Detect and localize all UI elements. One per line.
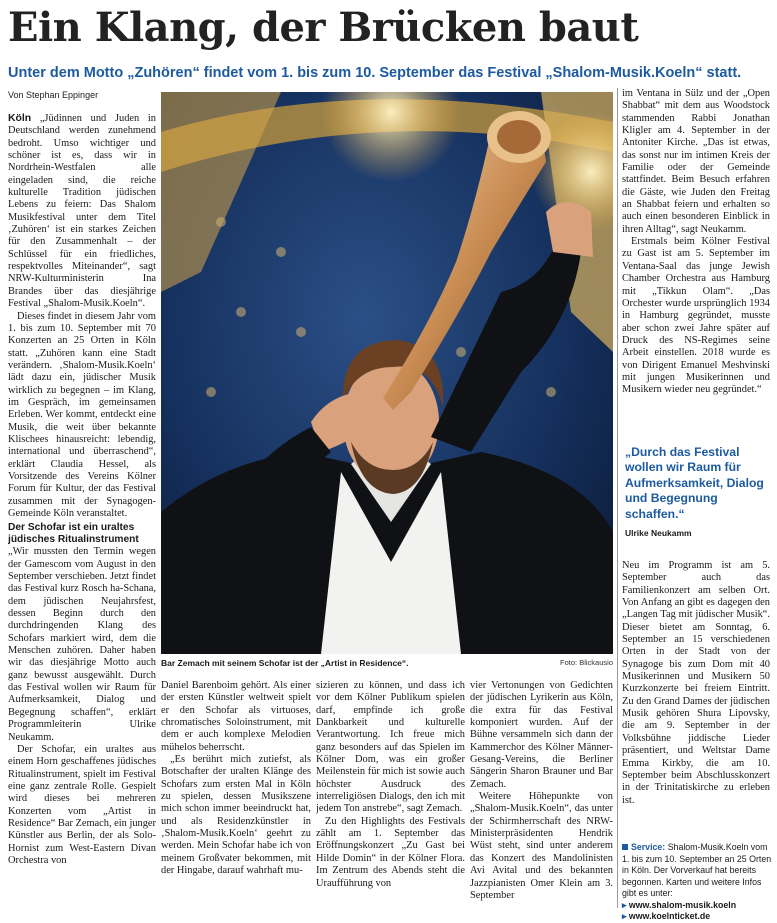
photo-caption bbox=[161, 657, 613, 669]
paragraph: Zu den Highlights des Festivals zählt am 1. September das Eröffnungskonzert „Zu Gast bei Hilde Domin“ in der Kölner Flora. Im Zentrum des Abends steht die Uraufführung von bbox=[316, 815, 465, 889]
arrow-icon: ▸ bbox=[622, 899, 627, 910]
article-column-1 bbox=[8, 113, 156, 908]
arrow-icon: ▸ bbox=[622, 911, 627, 921]
dateline: Köln bbox=[8, 113, 32, 124]
paragraph: Daniel Barenboim gehört. Als einer der ersten Künstler weltweit spielt er den Schofar als virtuoses, chromatisches Soloinstrument, mit dem er auch komplexe Melodien mühelos beherrscht. bbox=[161, 680, 311, 753]
paragraph: „Wir mussten den Termin wegen der Gamescom vom August in den September verschieben. Jetzt findet das Festival kurz Rosch ha-Schana, dem jüdischen Neujahrsfest, dessen Beginn durch den durchdringenden Klang des Schofars markiert wird, dem die Menschen zuhören. Daher haben wir das diesjährige Motto auch ganz bewusst ausgewählt. Durch das Festival wollen wir Raum für Aufmerksamkeit, Dialog und Begegnung schaffen“, erklärt Programmleiterin Ulrike Neukamm. bbox=[8, 546, 156, 743]
service-link-1[interactable]: www.shalom-musik.koeln bbox=[628, 899, 737, 910]
square-bullet-icon bbox=[622, 844, 628, 850]
article-column-3 bbox=[316, 680, 465, 908]
paragraph bbox=[8, 113, 156, 311]
paragraph: Dieses findet in diesem Jahr vom 1. bis zum 10. September mit 70 Konzerten an 25 Orten in Köln statt. „Zuhören kann eine Stadt verändern. ‚Shalom-Musik.Koeln‘ lädt dazu ein, jüdischer Musik wirklich zu begegnen – im Klang, im Gespräch, im gemeinsamen Erleben. Wer kommt, entdeckt eine Musik, die weit über bekannte Klischees hinausreicht: lebendig, international und überraschend“, erklärt Claudia Hessel, als Vorsitzende des Vereins Kölner Forum für Kultur, der das Festival zusammen mit der Synagogen-Gemeinde Köln veranstaltet. bbox=[8, 310, 156, 519]
article-column-4 bbox=[470, 680, 613, 908]
subline: Unter dem Motto „Zuhören“ findet vom 1. bis zum 10. September das Festival „Shalom-Musik.Koeln“ statt. bbox=[8, 65, 742, 81]
paragraph: Der Schofar, ein uraltes aus einem Horn geschaffenes jüdisches Ritualinstrument, spielt im Festival eine ganz zentrale Rolle. Gespielt wird dieses bei mehreren Konzerten vom „Artist in Residence“ Bar Zemach, ein junger Künstler aus Berlin, der als Solo-Hornist zum West-Eastern Divan Orchestra von bbox=[8, 743, 156, 866]
paragraph: Neu im Programm ist am 5. September auch das Familienkonzert am selben Ort. Von Anfang an gibt es dagegen den „Langen Tag mit jüdischer Musik“. Dieser bietet am Sonntag, 6. September an 15 verschiedenen Orten in der Stadt von der Synagoge bis zum Dom mit 40 Musikerinnen und Musikern 50 Kurzkonzerte bei freiem Eintritt. Zu den Grand Dames der jüdischen Musik gehören Shura Lipovsky, die am 9. September in der Volksbühne jiddische Lieder präsentiert, und Weltstar Dame Emma Kirkby, die am 10. September beim Abschlusskonzert in der Trinitatiskirche zu erleben ist. bbox=[622, 560, 770, 806]
paragraph-text: „Jüdinnen und Juden in Deutschland werden zunehmend bedroht. Umso wichtiger und schöner ist es, dass wir in Nordrhein-Westfalen alle eingeladen sind, die reiche kulturelle Tradition jüdischen Lebens zu feiern: Das Shalom Musikfestival unter dem Titel ‚Zuhören‘ ist ein starkes Zeichen für den Zusammenhalt – der Schlüssel für ein friedliches, respektvolles Miteinander“, sagt NRW-Kulturministerin Ina Brandes über das diesjährige Festival „Shalom-Musik.Koeln“. bbox=[8, 113, 156, 310]
paragraph: Erstmals beim Kölner Festival zu Gast ist am 5. September im Ventana-Saal das junge Jewish Chamber Orchestra aus Hamburg mit „Tikkun Olam“. „Das Orchester wurde ursprünglich 1934 in Hamburg gegründet, musste aber schon zwei Jahre später auf Druck des NS-Regimes seine Arbeit einstellen. 2018 wurde es von Dirigent Emanuel Meshvinski mit jungen Musikerinnen und Musikern wieder neu gegründet.“ bbox=[622, 236, 770, 396]
pull-quote-text: „Durch das Festival wollen wir Raum für Aufmerksamkeit, Dialog und Begegnung schaffen.“ bbox=[625, 445, 764, 521]
service-link-2[interactable]: www.koelnticket.de bbox=[628, 911, 711, 921]
caption-text: Bar Zemach mit seinem Schofar ist der „Artist in Residence“. bbox=[161, 658, 409, 668]
article-column-2 bbox=[161, 680, 311, 908]
byline: Von Stephan Eppinger bbox=[8, 90, 99, 100]
paragraph: vier Vertonungen von Gedichten der jüdischen Lyrikerin aus Köln, die extra für das Festival komponiert wurden. Auf der Bühne versammeln sich dann der Kammerchor des Kölner Männer-Gesang-Vereins, die Berliner Sängerin Sharon Brauner und Bar Zemach. bbox=[470, 680, 613, 790]
service-label: Service: bbox=[631, 842, 666, 852]
service-text: Shalom-Musik.Koeln vom 1. bis zum 10. September an 25 Orten in Köln. Der Vorverkauf hat bereits begonnen. Karten und weitere Infos gibt es unter: bbox=[622, 842, 772, 898]
service-box bbox=[622, 842, 772, 923]
shofar-player-photo bbox=[161, 92, 613, 654]
pull-quote-author: Ulrike Neukamm bbox=[625, 528, 692, 539]
article-column-5 bbox=[622, 88, 770, 434]
photo-credit: Foto: Blickausio bbox=[560, 658, 613, 667]
paragraph: Weitere Höhepunkte von „Shalom-Musik.Koeln“, das unter der Schirmherrschaft des NRW-Ministerpräsidenten Hendrik Wüst steht, sind unter anderem das Konzert des Mandolinisten Avi Avital und des bekannten Jazzpianisten Omer Klein am 3. September bbox=[470, 791, 613, 901]
headline: Ein Klang, der Brücken baut bbox=[8, 4, 639, 51]
article-column-6 bbox=[622, 560, 770, 845]
pull-quote bbox=[625, 445, 771, 538]
paragraph: „Es berührt mich zutiefst, als Botschafter der uralten Klänge des Schofars zum ersten Mal in Köln zu spielen, dessen Musikszene mich schon immer beeindruckt hat, und als Residenzkünstler in ‚Shalom-Musik.Koeln‘ geehrt zu werden. Mein Schofar habe ich von meinem Großvater bekommen, mit der Hingabe, darauf wahrhaft mu- bbox=[161, 754, 311, 877]
paragraph: im Ventana in Sülz und der „Open Shabbat“ mit dem aus Woodstock stammenden Rabbi Jonathan Kligler am 4. September in der Antoniter Kirche. „Das ist etwas, das sonst nur im intimen Kreis der Familie oder der Gemeinde stattfindet. Beim Besuch erfahren die Gäste, wie Juden den Freitag an Shabbat feiern und erhalten so auch einen besonderen Einblick in ihren Alltag“, sagt Neukamm. bbox=[622, 88, 770, 235]
article-photo bbox=[161, 92, 613, 654]
column-divider bbox=[617, 88, 618, 908]
subheading: Der Schofar ist ein uraltes jüdisches Ritualinstrument bbox=[8, 522, 139, 546]
paragraph: sizieren zu können, und dass ich vor dem Kölner Publikum spielen darf, empfinde ich große Dankbarkeit und kulturelle Verantwortung. Ich freue mich ganz besonders auf das Spielen im Kölner Dom, was ein großer Meilenstein für mich ist sowie auch höchster Ausdruck des interreligiösen Dialogs, den ich mit jedem Ton anstrebe“, sagt Zemach. bbox=[316, 680, 465, 815]
